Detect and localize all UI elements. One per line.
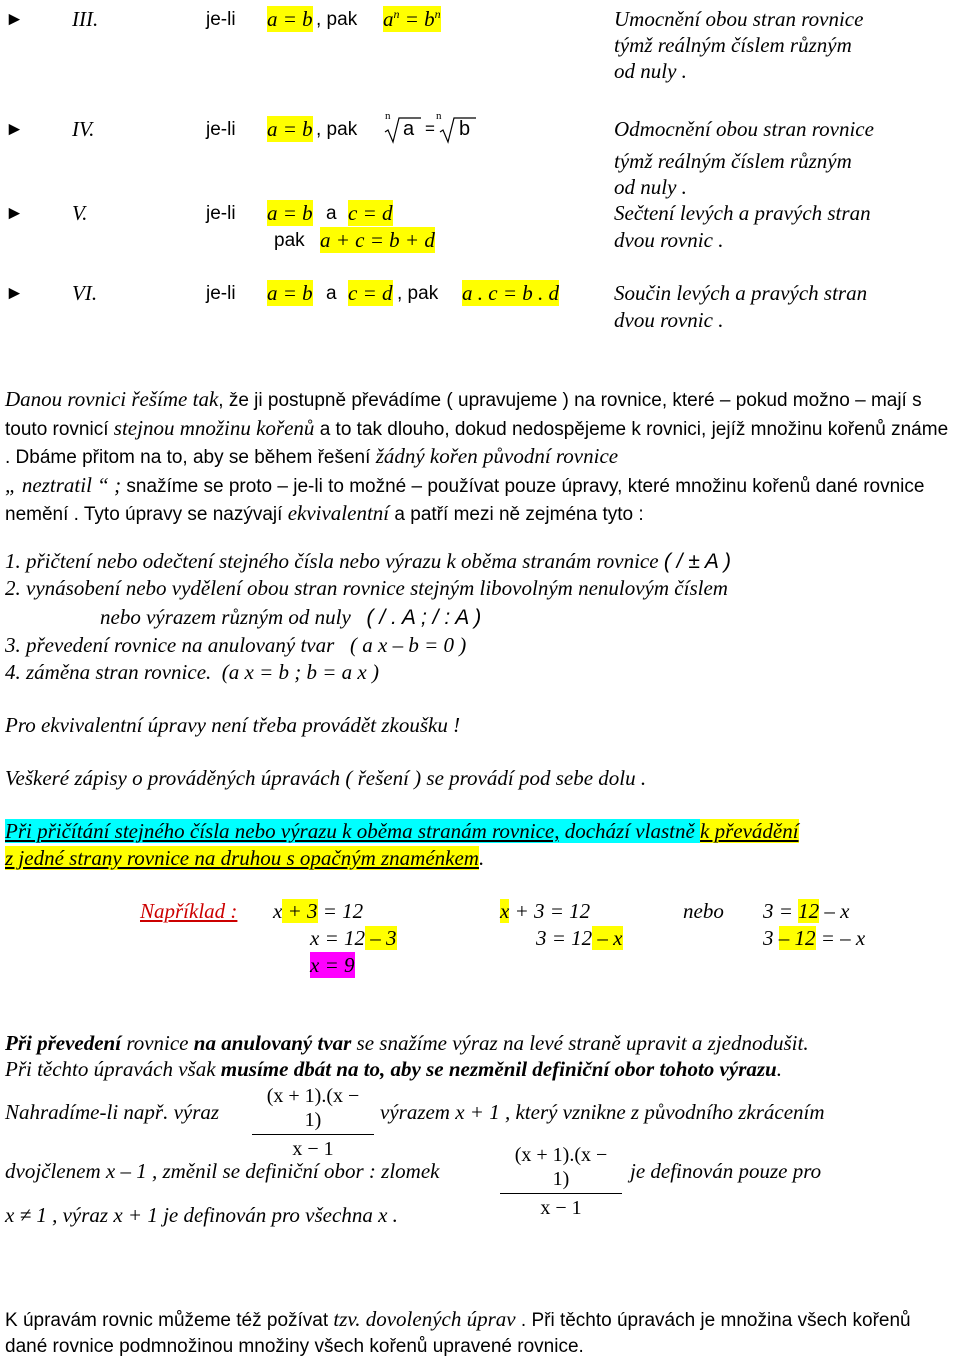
rule-description-line: Součin levých a pravých stran <box>614 281 868 305</box>
list-item-continuation: nebo výrazem různým od nuly ( / . A ; / : A ) <box>100 605 482 629</box>
rule-description-line: týmž reálným číslem různým <box>614 149 852 173</box>
example-step: 3 = 12 – x <box>536 926 623 950</box>
fraction-bar <box>252 1134 374 1135</box>
final-paragraph: K úpravám rovnic můžeme též požívat tzv. dovolených úprav . Při těchto úpravách je množina všech kořenů dané rovnice podmnožinou množiny všech kořenů upravené rovnice. <box>5 1307 911 1357</box>
rule-description-line: dvou rovnic . <box>614 308 724 332</box>
rule-condition: je-li <box>206 203 236 224</box>
example-step: 3 = 12 – x <box>763 899 850 923</box>
rule-equation: a = b <box>267 201 313 225</box>
rule-description-line: Umocnění obou stran rovnice <box>614 7 864 31</box>
rule-equation-2: c = d <box>348 281 393 305</box>
rule-number: V. <box>72 201 88 225</box>
example-step: x + 3 = 12 <box>500 899 591 923</box>
rule-condition: je-li <box>206 9 236 30</box>
list-item: 4. záměna stran rovnice. (a x = b ; b = a x ) <box>5 660 379 684</box>
rule-equation: a = b <box>267 7 313 31</box>
rule-equation: a = b <box>267 281 313 305</box>
anul-line: x ≠ 1 , výraz x + 1 je definován pro všechna x . <box>5 1203 398 1227</box>
note-no-check: Pro ekvivalentní úpravy není třeba provádět zkoušku ! <box>5 713 461 737</box>
example-step: 3 – 12 = – x <box>763 926 866 950</box>
rule-description-line: od nuly . <box>614 175 687 199</box>
anul-line: Při těchto úpravách však musíme dbát na to, aby se nezměnil definiční obor tohoto výrazu. <box>5 1057 782 1081</box>
example-step: x = 12 – 3 <box>310 926 397 950</box>
rule-description-line: dvou rovnic . <box>614 228 724 252</box>
rule-number: VI. <box>72 281 98 305</box>
example-label: Například : <box>140 899 238 923</box>
rule-description-line: Sečtení levých a pravých stran <box>614 201 871 225</box>
list-item: 2. vynásobení nebo vydělení obou stran rovnice stejným libovolným nenulovým číslem <box>5 576 728 600</box>
fraction-expression: (x + 1).(x − 1) x − 1 <box>500 1143 622 1220</box>
bullet-triangle-icon: ► <box>5 283 24 304</box>
rule-number: III. <box>72 7 99 31</box>
rule-description-line: Odmocnění obou stran rovnice <box>614 117 874 141</box>
example-step: x + 3 = 12 <box>273 899 364 923</box>
anul-line: výrazem x + 1 , který vznikne z původního zkrácením <box>380 1100 825 1124</box>
list-item: 3. převedení rovnice na anulovaný tvar ( a x – b = 0 ) <box>5 633 467 657</box>
anul-line: Nahradíme-li např. výraz <box>5 1100 220 1124</box>
anul-line: dvojčlenem x – 1 , změnil se definiční obor : zlomek <box>5 1159 440 1183</box>
rule-then: , pak <box>316 9 358 30</box>
example-or: nebo <box>683 899 724 923</box>
anul-line: je definován pouze pro <box>630 1159 822 1183</box>
bullet-triangle-icon: ► <box>5 203 24 224</box>
rule-result: a + c = b + d <box>320 228 435 252</box>
rule-result: $a^n = b^n$ <box>383 7 441 31</box>
rule-connector: a <box>326 203 337 224</box>
nth-root-equation: n a = n b <box>383 110 483 144</box>
note-notation: Veškeré zápisy o prováděných úpravách ( řešení ) se provádí pod sebe dolu . <box>5 766 647 790</box>
rule-connector: a <box>326 283 337 304</box>
anul-line: Při převedení rovnice na anulovaný tvar se snažíme výraz na levé straně upravit a zjednodušit. <box>5 1031 809 1055</box>
list-item: 1. přičtení nebo odečtení stejného čísla nebo výrazu k oběma stranám rovnice ( / ± A ) <box>5 549 731 573</box>
bullet-triangle-icon: ► <box>5 119 24 140</box>
rule-then: pak <box>274 230 305 251</box>
fraction-expression: (x + 1).(x − 1) x − 1 <box>252 1084 374 1161</box>
rule-description-line: týmž reálným číslem různým <box>614 33 852 57</box>
rule-then: , pak <box>397 283 439 304</box>
fraction-bar <box>500 1193 622 1194</box>
rule-number: IV. <box>72 117 95 141</box>
intro-paragraph: Danou rovnici řešíme tak, že ji postupně převádíme ( upravujeme ) na rovnice, které – pokud možno – mají s touto rovnicí stejnou množinu kořenů a to tak dlouho, dokud nedospějeme k rovnici, jejíž množinu kořenů známe . Dbáme přitom na to, aby se během řešení žádný kořen původní rovnice „ neztratil “ ; snažíme se proto – je-li to možné – používat pouze úpravy, které množinu kořenů dané rovnice nemění . Tyto úpravy se nazývají ekvivalentní a patří mezi ně zejména tyto : <box>5 387 949 525</box>
rule-condition: je-li <box>206 119 236 140</box>
transfer-principle: Při přičítání stejného čísla nebo výrazu k oběma stranám rovnice, dochází vlastně k převádění z jedné strany rovnice na druhou s opačným znaménkem. <box>5 819 799 870</box>
bullet-triangle-icon: ► <box>5 9 24 30</box>
rule-equation-2: c = d <box>348 201 393 225</box>
rule-description-line: od nuly . <box>614 59 687 83</box>
example-result: x = 9 <box>310 953 355 977</box>
rule-result: a . c = b . d <box>462 281 559 305</box>
rule-then: , pak <box>316 119 358 140</box>
rule-condition: je-li <box>206 283 236 304</box>
rule-equation: a = b <box>267 117 313 141</box>
